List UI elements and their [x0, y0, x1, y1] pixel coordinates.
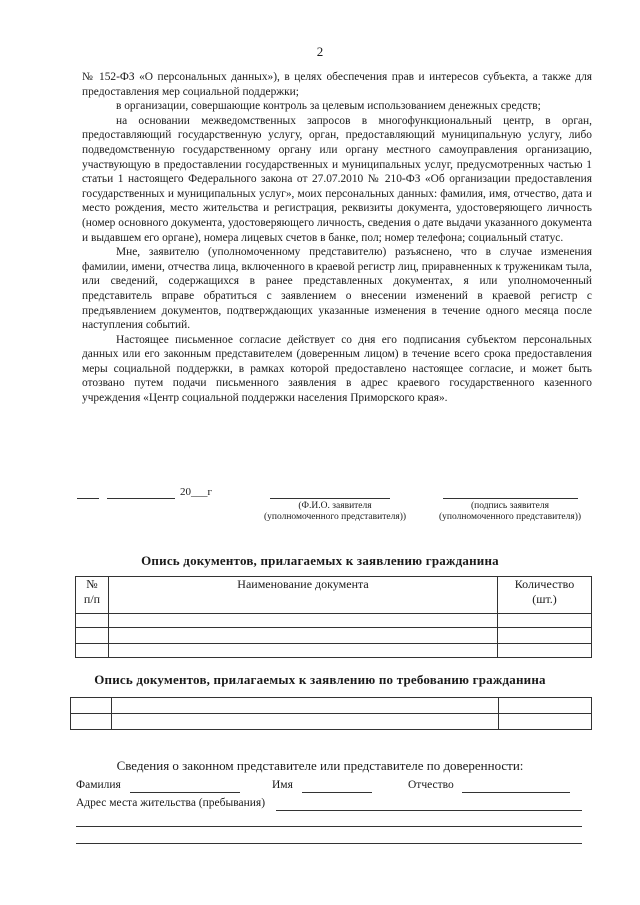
patronymic-input[interactable] [462, 792, 570, 793]
table-row[interactable] [76, 614, 592, 628]
surname-label: Фамилия [76, 779, 121, 791]
surname-input[interactable] [130, 792, 240, 793]
address-label: Адрес места жительства (пребывания) [76, 797, 266, 809]
address-line-3[interactable] [76, 843, 582, 844]
signature-caption: (подпись заявителя (уполномоченного представителя)) [438, 501, 582, 522]
date-month-line[interactable] [107, 498, 175, 499]
date-year: 20___г [180, 486, 213, 498]
address-input[interactable] [276, 810, 582, 811]
date-day-line[interactable] [77, 498, 99, 499]
signature-line[interactable] [443, 498, 578, 499]
requested-documents-table [70, 697, 592, 730]
table-row[interactable] [71, 714, 592, 730]
patronymic-label: Отчество [408, 779, 454, 791]
page-number: 2 [316, 44, 324, 59]
representative-title: Сведения о законном представителе или представителе по доверенности: [116, 758, 524, 773]
table-header-row [76, 577, 592, 614]
paragraph-4: Мне, заявителю (уполномоченному представителю) разъяснено, что в случае изменения фамилии, имени, отчества лица, включенного в краевой регистр лиц, приравненных к труженикам тыла, или сведений, содержащихся в ранее представленных документах, я или уполномоченный представитель вправе обратиться с заявлением о внесении изменений в краевой регистр с предъявлением документов, подтверждающих указанные изменения в течение одного месяца после наступления событий. [82, 246, 592, 332]
paragraph-2: в организации, совершающие контроль за целевым использованием денежных средств; [116, 100, 541, 113]
paragraph-3: на основании межведомственных запросов в многофункциональный центр, в орган, предоставляющий государственную услугу, орган, предоставляющий муниципальную услугу, либо подведомственную государственному органу или органу местного самоуправления организацию, участвующую в предоставлении государственных и муниципальных услуг, предусмотренных частью 1 статьи 1 настоящего Федерального закона от 27.07.2010 № 210-ФЗ «Об организации предоставления государственных и муниципальных услуг», моих персональных данных: фамилия, имя, отчество, дата и место рождения, место жительства и регистрация, реквизиты документа, удостоверяющего личность (номер основного документа, удостоверяющего личность, сведения о дате выдачи указанного документа и выдавшем его органе), номера лицевых счетов в банке, пол; номер телефона; социальный статус. [82, 114, 592, 244]
documents-table [75, 576, 592, 658]
header-doc-name: Наименование документа [109, 577, 498, 614]
consent-body [82, 70, 592, 406]
header-quantity: Количество (шт.) [498, 577, 592, 614]
paragraph-1: № 152-ФЗ «О персональных данных»), в целях обеспечения прав и интересов субъекта, а также для предоставления мер социальной поддержки; [82, 71, 592, 98]
section2-title: Опись документов, прилагаемых к заявлению по требованию гражданина [94, 672, 546, 687]
name-input[interactable] [302, 792, 372, 793]
table-row[interactable] [76, 628, 592, 644]
paragraph-5: Настоящее письменное согласие действует со дня его подписания субъектом персональных данных или его законным представителем (доверенным лицом) в течение всего срока предоставления меры социальной поддержки, в рамках которой предоставлено настоящее согласие, и может быть отозвано путем подачи письменного заявления в адрес краевого государственного казенного учреждения «Центр социальной поддержки населения Приморского края». [82, 333, 592, 405]
address-line-2[interactable] [76, 826, 582, 827]
fio-line[interactable] [270, 498, 390, 499]
fio-caption: (Ф.И.О. заявителя (уполномоченного представителя)) [263, 501, 407, 522]
table-row[interactable] [76, 644, 592, 658]
header-num: № п/п [76, 577, 109, 614]
name-label: Имя [272, 779, 293, 791]
section1-title: Опись документов, прилагаемых к заявлению гражданина [141, 553, 499, 568]
table-row[interactable] [71, 698, 592, 714]
